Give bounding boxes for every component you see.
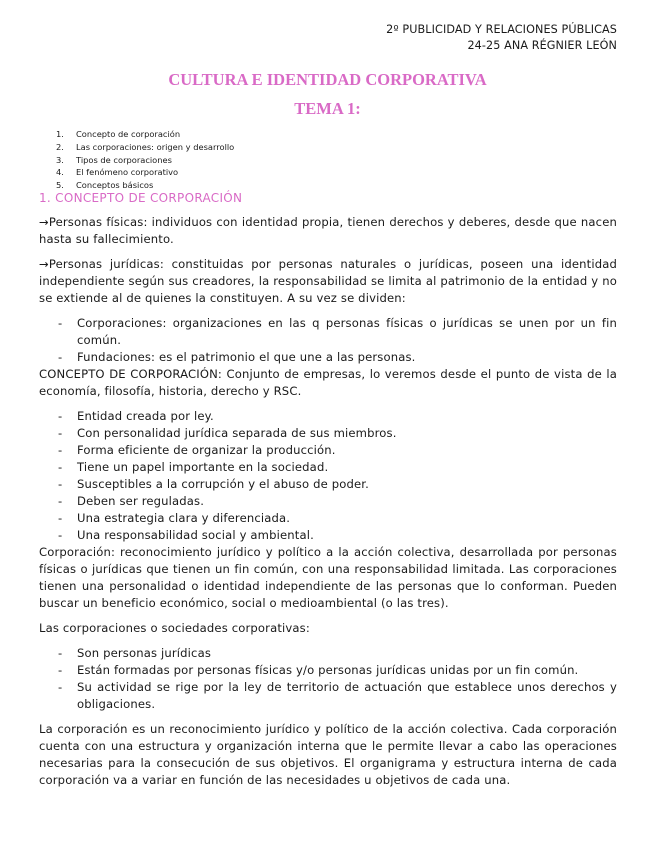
document-subtitle: TEMA 1: — [294, 99, 361, 118]
list-item: - Están formadas por personas físicas y/o personas jurídicas unidas por un fin común. — [39, 662, 617, 679]
toc-item: 5. Conceptos básicos — [56, 180, 154, 191]
paragraph-personas-juridicas: →Personas jurídicas: constituidas por personas naturales o jurídicas, poseen una identidad independiente según sus creadores, la responsabilidad se limita al patrimonio de la entidad y no se extiende al de quienes la constituyen. A su vez se dividen: — [39, 257, 617, 305]
toc-item: 1. Concepto de corporación — [56, 129, 181, 139]
section-content — [39, 190, 617, 789]
section-heading: 1. CONCEPTO DE CORPORACIÓN — [39, 191, 243, 205]
document-title: CULTURA E IDENTIDAD CORPORATIVA — [168, 70, 487, 89]
list-tipos-personas-juridicas — [39, 315, 617, 366]
list-sociedades-corporativas — [39, 645, 617, 713]
paragraph-personas-fisicas: →Personas físicas: individuos con identidad propia, tienen derechos y deberes, desde que nacen hasta su fallecimiento. — [39, 215, 617, 246]
list-item: - Susceptibles a la corrupción y el abuso de poder. — [39, 476, 617, 493]
paragraph-sociedades-intro: Las corporaciones o sociedades corporativas: — [39, 621, 310, 635]
paragraph-concepto-corporacion: CONCEPTO DE CORPORACIÓN: Conjunto de empresas, lo veremos desde el punto de vista de la economía, filosofía, historia, derecho y RSC. — [39, 367, 617, 398]
list-item: - Son personas jurídicas — [39, 645, 617, 662]
page-header — [386, 22, 617, 54]
list-item: - Forma eficiente de organizar la producción. — [39, 442, 617, 459]
list-item: - Deben ser reguladas. — [39, 493, 617, 510]
toc-item: 2. Las corporaciones: origen y desarrollo — [56, 141, 235, 152]
paragraph-corporacion-definicion: Corporación: reconocimiento jurídico y político a la acción colectiva, desarrollada por personas físicas o jurídicas que tienen un fin común, con una responsabilidad limitada. Las corporaciones tienen una personalidad o identidad independiente de las personas que lo conforman. Pueden buscar un beneficio económico, social o medioambiental (o las tres). — [39, 545, 617, 610]
paragraph-estructura: La corporación es un reconocimiento jurídico y político de la acción colectiva. Cada corporación cuenta con una estructura y organización interna que le permite llevar a cabo las operaciones necesarias para la consecución de sus objetivos. El organigrama y estructura interna de cada corporación va a variar en función de las necesidades u objetivos de cada una. — [39, 722, 617, 787]
table-of-contents — [56, 128, 234, 192]
header-course: 2º PUBLICIDAD Y RELACIONES PÚBLICAS — [386, 23, 617, 36]
toc-item: 3. Tipos de corporaciones — [56, 154, 172, 165]
toc-item: 4. El fenómeno corporativo — [56, 167, 179, 178]
list-item: - Con personalidad jurídica separada de sus miembros. — [39, 425, 617, 442]
header-author: 24-25 ANA RÉGNIER LEÓN — [467, 39, 617, 52]
list-item: - Corporaciones: organizaciones en las q personas físicas o jurídicas se unen por un fin común. — [39, 315, 617, 349]
list-caracteristicas — [39, 408, 617, 544]
list-item: - Entidad creada por ley. — [39, 408, 617, 425]
list-item: - Fundaciones: es el patrimonio el que une a las personas. — [39, 349, 617, 366]
list-item: - Tiene un papel importante en la sociedad. — [39, 459, 617, 476]
list-item: - Su actividad se rige por la ley de territorio de actuación que establece unos derechos y obligaciones. — [39, 679, 617, 713]
list-item: - Una estrategia clara y diferenciada. — [39, 510, 617, 527]
list-item: - Una responsabilidad social y ambiental. — [39, 527, 617, 544]
